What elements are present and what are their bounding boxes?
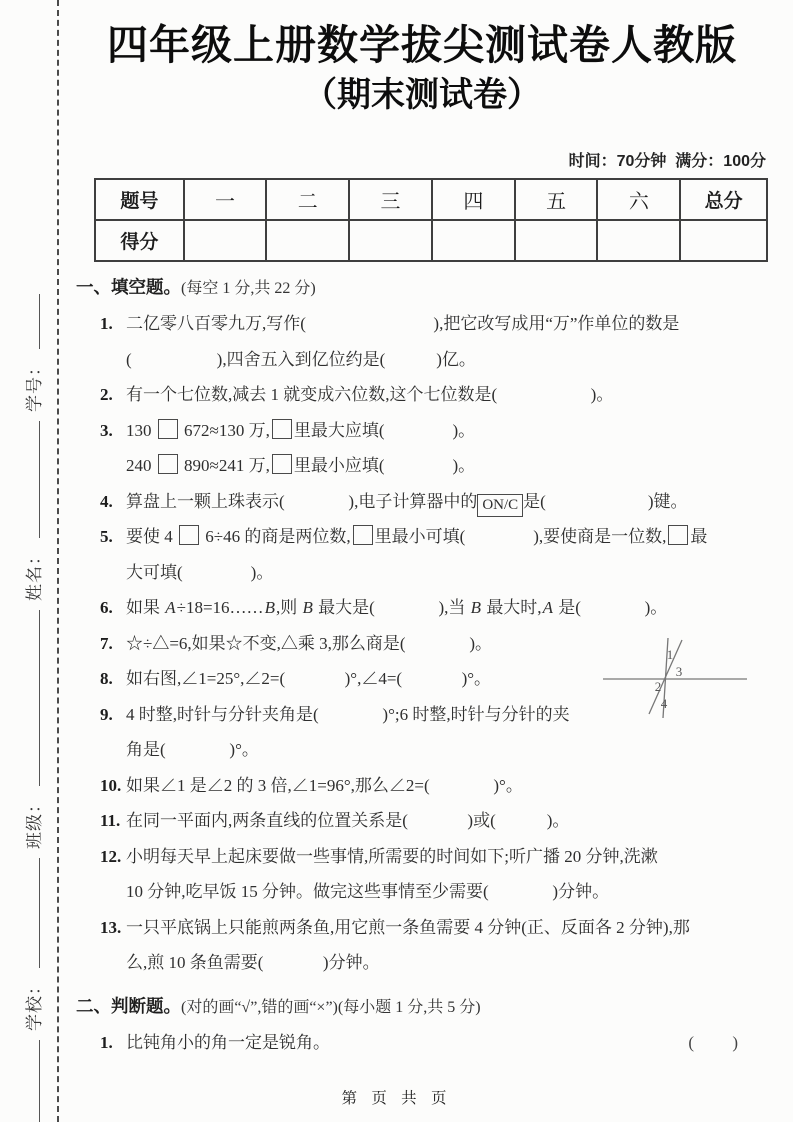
question-text — [126, 732, 259, 768]
text-run: 如果 — [126, 598, 165, 617]
score-cell — [266, 220, 349, 261]
math-variable: A — [542, 598, 553, 617]
text-run: 小明每天早上起床要做一些事情,所需要的时间如下;听广播 20 分钟,洗漱 — [126, 846, 658, 866]
score-header-cell: 四 — [432, 179, 515, 220]
seal-label: 姓名： — [25, 547, 44, 601]
math-variable: B — [302, 598, 313, 617]
question-line — [76, 910, 768, 946]
question-text — [126, 910, 690, 946]
text-run: 130 — [126, 420, 156, 440]
angle-label: 1 — [666, 647, 674, 662]
angles-figure — [597, 628, 777, 728]
text-run: ,则 — [275, 598, 302, 617]
paper-title: 四年级上册数学拔尖测试卷人教版 — [107, 22, 737, 68]
text-run: 一只平底锅上只能煎两条鱼,用它煎一条鱼需要 4 分钟(正、反面各 2 分钟),那 — [126, 917, 690, 937]
question-number: 8. — [100, 669, 113, 688]
question-number: 1. — [100, 1032, 113, 1052]
question-text — [126, 697, 570, 733]
angle-label: 2 — [654, 679, 662, 694]
question-line — [76, 306, 768, 342]
math-variable: B — [470, 598, 482, 617]
math-variable: A — [165, 598, 176, 617]
score-header-row — [95, 179, 767, 220]
text-run: 是( )。 — [553, 598, 668, 617]
question-line — [76, 590, 768, 626]
seal-dashed-line — [57, 0, 59, 1122]
text-run: 240 — [126, 456, 156, 475]
question-text — [126, 874, 609, 910]
score-row — [95, 220, 767, 261]
score-header-cell: 五 — [515, 179, 598, 220]
onc-key: ON/C — [477, 494, 523, 517]
question-text — [126, 484, 688, 520]
text-run: 4 时整,时针与分针夹角是( )°;6 时整,时针与分针的夹 — [126, 704, 570, 724]
score-cell — [680, 220, 767, 261]
seal-label: 学校： — [25, 977, 44, 1031]
score-header-cell: 一 — [184, 179, 267, 220]
question-line — [76, 484, 768, 520]
text-run: 是( )键。 — [523, 491, 688, 511]
question-number: 10. — [100, 775, 122, 795]
question-line — [76, 448, 768, 484]
question-number: 12. — [100, 846, 122, 866]
section-fill-in — [76, 272, 768, 981]
question-line — [76, 1025, 768, 1061]
time-score-info: 时间：70分钟 满分：100分 — [568, 153, 766, 170]
text-run: 672≈130 万, — [179, 420, 270, 440]
text-run: 里最小可填( ),要使商是一位数, — [374, 527, 667, 546]
question-text — [126, 661, 491, 697]
question-line — [76, 519, 768, 555]
question-text — [126, 590, 667, 626]
score-cell — [349, 220, 432, 261]
seal-blank-line — [36, 421, 40, 538]
score-header-cell: 三 — [349, 179, 432, 220]
question-text — [126, 803, 569, 839]
text-run: ÷18=16…… — [176, 598, 264, 617]
blank-box — [668, 525, 688, 545]
question-line — [76, 413, 768, 449]
question-text — [126, 377, 613, 413]
question-number: 5. — [100, 527, 113, 546]
blank-box — [158, 454, 178, 474]
text-run: ( ),四舍五入到亿位约是( )亿。 — [126, 349, 476, 369]
text-run: ☆÷△=6,如果☆不变,△乘 3,那么商是( )。 — [126, 633, 492, 653]
question-text — [126, 555, 273, 591]
text-run: 10 分钟,吃早饭 15 分钟。做完这些事情至少需要( )分钟。 — [126, 882, 610, 901]
text-run: 角是( )°。 — [126, 740, 259, 759]
score-header-cell: 题号 — [95, 179, 184, 220]
question-line — [76, 874, 768, 910]
score-cell — [432, 220, 515, 261]
question-text — [126, 839, 658, 875]
score-header-cell: 六 — [597, 179, 680, 220]
question-number: 11. — [100, 811, 121, 830]
seal-strip — [20, 0, 44, 1122]
text-run: 如右图,∠1=25°,∠2=( )°,∠4=( )°。 — [126, 669, 492, 688]
text-run: 大可填( )。 — [126, 562, 274, 582]
score-header-cell: 总分 — [680, 179, 767, 220]
blank-box — [272, 454, 292, 474]
text-run: 比钝角小的角一定是锐角。 — [126, 1032, 330, 1052]
question-number: 3. — [100, 420, 113, 440]
paper-content — [76, 0, 768, 1060]
question-text — [126, 306, 679, 342]
question-text — [126, 413, 475, 449]
text-run: 在同一平面内,两条直线的位置关系是( )或( )。 — [126, 811, 570, 830]
seal-label: 班级： — [25, 795, 44, 849]
question-text — [126, 626, 492, 662]
question-text — [126, 768, 523, 804]
question-line — [76, 803, 768, 839]
text-run: 算盘上一颗上珠表示( ),电子计算器中的 — [126, 491, 478, 511]
section-heading: 一、填空题。 — [76, 277, 181, 297]
score-table — [94, 178, 768, 262]
question-number: 2. — [100, 385, 113, 404]
page-number-footer: 第 页 共 页 — [341, 1090, 452, 1107]
blank-box — [158, 419, 178, 439]
score-cell — [597, 220, 680, 261]
math-variable: B — [264, 598, 275, 617]
question-text — [126, 342, 476, 378]
seal-blank-line — [36, 858, 40, 968]
question-line — [76, 555, 768, 591]
angle-label: 4 — [660, 696, 668, 711]
text-run: 最大时, — [482, 598, 542, 617]
score-header-cell: 二 — [266, 179, 349, 220]
question-number: 1. — [100, 314, 113, 333]
question-line — [76, 839, 768, 875]
question-line — [76, 377, 768, 413]
angle-label: 3 — [675, 664, 683, 679]
question-number: 13. — [100, 917, 122, 937]
text-run: 如果∠1 是∠2 的 3 倍,∠1=96°,那么∠2=( )°。 — [126, 775, 523, 795]
section-note: (对的画“√”,错的画“×”)(每小题 1 分,共 5 分) — [181, 998, 481, 1016]
paper-subtitle: （期末测试卷） — [303, 76, 541, 114]
question-text — [126, 1025, 330, 1061]
text-run: 里最大应填( )。 — [293, 420, 476, 440]
text-run: 有一个七位数,减去 1 就变成六位数,这个七位数是( )。 — [126, 385, 614, 404]
question-text — [126, 945, 380, 981]
section-true-false — [76, 991, 768, 1061]
question-number: 9. — [100, 704, 113, 724]
seal-blank-line — [36, 1040, 40, 1122]
section-note: (每空 1 分,共 22 分) — [181, 280, 316, 297]
question-line — [76, 945, 768, 981]
question-line — [76, 732, 768, 768]
score-cell — [515, 220, 598, 261]
seal-blank-line — [36, 294, 40, 349]
question-text — [126, 519, 707, 555]
text-run: 最 — [690, 527, 708, 546]
score-row-label: 得分 — [95, 220, 184, 261]
text-run: 最大是( ),当 — [313, 598, 470, 617]
text-run: 里最小应填( )。 — [293, 456, 476, 475]
text-run: 二亿零八百零九万,写作( ),把它改写成用“万”作单位的数是 — [126, 314, 680, 333]
text-run: 6÷46 的商是两位数, — [201, 527, 351, 546]
answer-parens: ( ) — [688, 1032, 738, 1052]
blank-box — [272, 419, 292, 439]
question-line — [76, 768, 768, 804]
text-run: 890≈241 万, — [179, 456, 270, 475]
score-cell — [184, 220, 267, 261]
question-line — [76, 342, 768, 378]
section-heading: 二、判断题。 — [76, 995, 181, 1016]
seal-label: 学号： — [25, 358, 44, 412]
text-run: 要使 4 — [126, 527, 177, 546]
blank-box — [179, 525, 199, 545]
question-number: 7. — [100, 633, 113, 653]
question-number: 6. — [100, 598, 113, 617]
seal-blank-line — [36, 610, 40, 786]
question-number: 4. — [100, 491, 113, 511]
blank-box — [353, 525, 373, 545]
text-run: 么,煎 10 条鱼需要( )分钟。 — [126, 953, 380, 972]
question-text — [126, 448, 475, 484]
question-list — [76, 1025, 768, 1061]
